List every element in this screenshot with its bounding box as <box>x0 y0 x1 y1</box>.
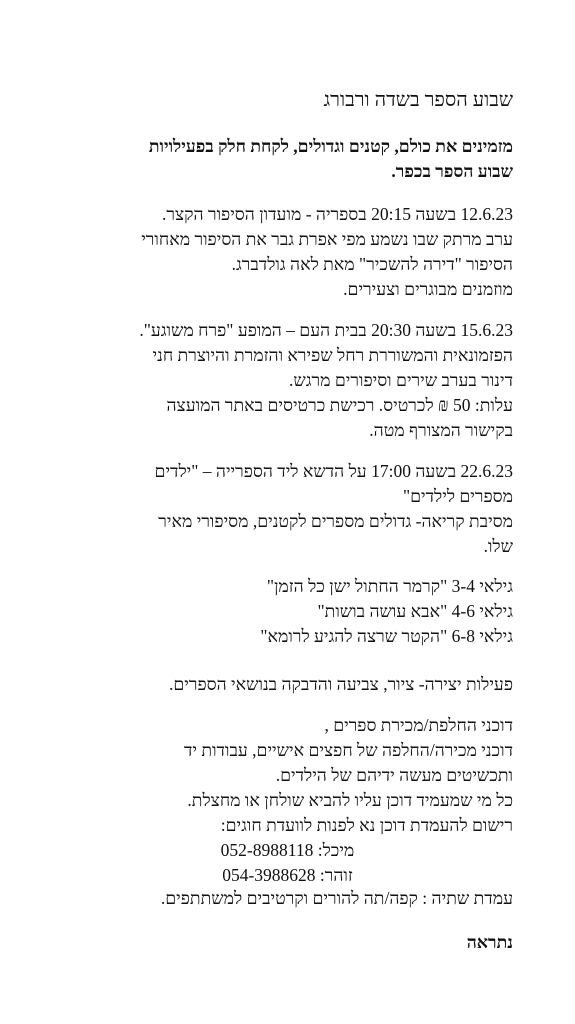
booth-line: רישום להעמדת דוכן נא לפנות לוועדת חוגים: <box>220 815 513 835</box>
creative-activity <box>40 672 513 697</box>
drinks-stand <box>40 886 513 911</box>
event-line: מספרים לילדים" <box>402 486 513 506</box>
booth-line: ותכשיטים מעשה ידיהם של הילדים. <box>275 765 513 785</box>
event-line: עלות: 50 ₪ לכרטיס. רכישת כרטיסים באתר המועצה <box>166 395 513 415</box>
booth-line: דוכני החלפת/מכירת ספרים , <box>324 715 513 735</box>
event-line: מסיבת קריאה- גדולים מספרים לקטנים, מסיפורי מאיר <box>158 511 513 531</box>
invitation-line: שבוע הספר בכפר. <box>391 161 513 181</box>
event-line: 22.6.23 בשעה 17:00 על הדשא ליד הספרייה – "ילדים <box>154 461 513 481</box>
booth-line: כל מי שמעמיד דוכן עליו להביא שולחן או מחצלת. <box>187 790 513 810</box>
event-line: דינור בערב שירים וסיפורים מרגש. <box>288 370 513 390</box>
invitation-paragraph <box>40 134 513 184</box>
age-group-item: גילאי 4-6 "אבא עושה בושות" <box>317 601 513 621</box>
age-group-item: גילאי 6-8 "הקטר שרצה להגיע לרומא" <box>260 626 513 646</box>
contact-michal: מיכל: 052-8988118 <box>220 840 355 860</box>
event-line: הפזמונאית והמשוררת רחל שפירא והזמרת והיוצרת חני <box>152 345 513 365</box>
signoff <box>40 930 513 955</box>
invitation-line: מזמינים את כולם, קטנים וגדולים, לקחת חלק בפעילויות <box>148 136 513 156</box>
signoff-text: נתראה <box>466 932 513 952</box>
event-line: בקישור המצורף מטה. <box>369 420 513 440</box>
contacts-list <box>70 838 505 888</box>
event-story-club <box>40 202 513 302</box>
event-line: מוזמנים מבוגרים וצעירים. <box>343 279 513 299</box>
event-line: 15.6.23 בשעה 20:30 בבית העם – המופע "פרח משוגע". <box>139 320 513 340</box>
drinks-text: עמדת שתיה : קפה/תה להורים וקרטיבים למשתתפים. <box>160 888 513 908</box>
event-line: 12.6.23 בשעה 20:15 בספריה - מועדון הסיפור הקצר. <box>162 204 513 224</box>
event-line: שלו. <box>483 536 513 556</box>
booth-line: דוכני מכירה/החלפה של חפצים אישיים, עבודות יד <box>184 740 513 760</box>
contact-zohar: זוהר: 054-3988628 <box>222 865 353 885</box>
activity-text: פעילות יצירה- ציור, צביעה והדבקה בנושאי הספרים. <box>168 674 513 694</box>
page-title: שבוע הספר בשדה ורבורג <box>323 89 513 111</box>
age-group-item: גילאי 3-4 "קרמר החתול ישן כל הזמן" <box>266 576 513 596</box>
event-reading-party <box>40 459 513 559</box>
event-line: הסיפור "דירה להשכיר" מאת לאה גולדברג. <box>231 254 513 274</box>
event-line: ערב מרתק שבו נשמע מפי אפרת גבר את הסיפור מאחורי <box>141 229 513 249</box>
booths-paragraph <box>40 713 513 838</box>
age-groups-list <box>40 574 513 649</box>
event-show <box>40 318 513 443</box>
